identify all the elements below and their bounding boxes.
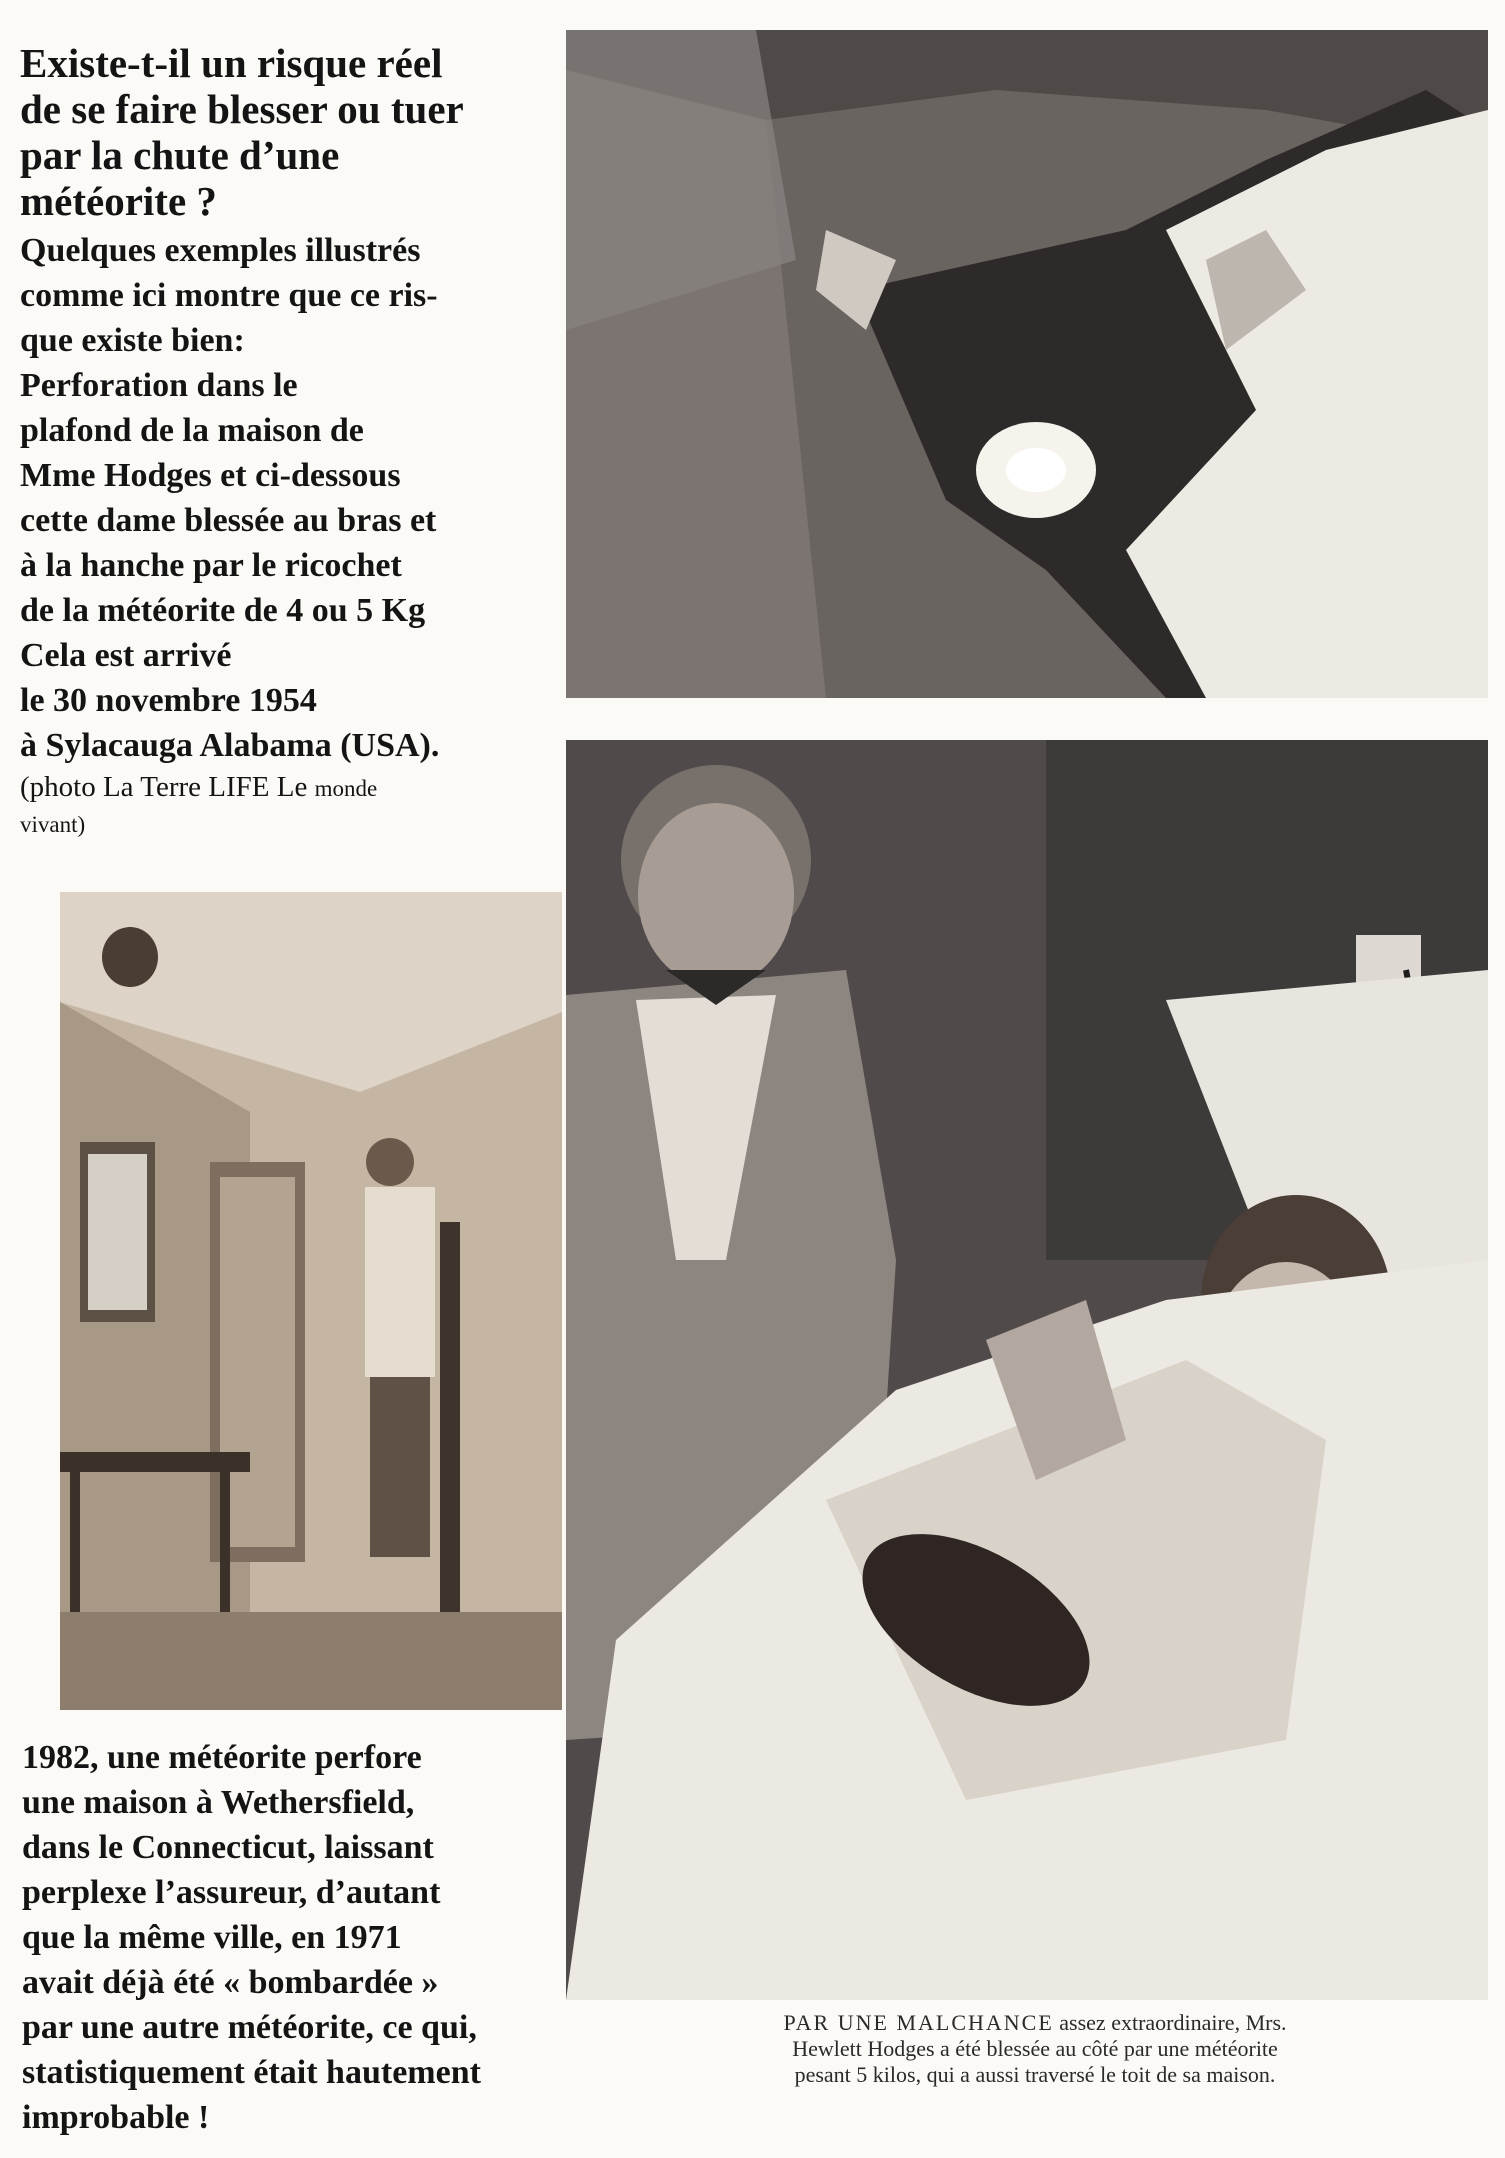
title-line: par la chute d’une (20, 132, 340, 178)
credit-end: vivant) (20, 812, 86, 837)
caption-line: pesant 5 kilos, qui a aussi traversé le toit de sa maison. (794, 2062, 1276, 2087)
ceiling-hole-photo (566, 30, 1488, 698)
photo-credit (20, 770, 565, 842)
body-line: Quelques exemples illustrés (20, 232, 421, 269)
wethersfield-text (22, 1735, 562, 2140)
body-line: Mme Hodges et ci-dessous (20, 457, 401, 494)
body-line: à la hanche par le ricochet (20, 547, 402, 584)
text-line: 1982, une météorite perfore (22, 1739, 422, 1776)
body-line: Perforation dans le (20, 367, 298, 404)
body-line: plafond de la maison de (20, 412, 364, 449)
page-title (20, 40, 565, 224)
caption-line: Hewlett Hodges a été blessée au côté par une météorite (792, 2036, 1278, 2061)
text-line: avait déjà été « bombardée » (22, 1964, 439, 2001)
hodges-injury-photo (566, 740, 1488, 2000)
body-line: cette dame blessée au bras et (20, 502, 437, 539)
caption-line1-rest: assez extraordinaire, Mrs. (1053, 2010, 1287, 2035)
body-line: Cela est arrivé (20, 637, 232, 674)
text-line: perplexe l’assureur, d’autant (22, 1874, 441, 1911)
body-line: à Sylacauga Alabama (USA). (20, 727, 440, 764)
intro-body (20, 228, 565, 768)
text-line: que la même ville, en 1971 (22, 1919, 402, 1956)
title-line: Existe-t-il un risque réel (20, 40, 443, 86)
intro-text (20, 40, 565, 842)
caption-lead: PAR UNE MALCHANCE (783, 2010, 1054, 2035)
body-line: comme ici montre que ce ris- (20, 277, 438, 314)
credit-main: (photo La Terre LIFE Le (20, 771, 315, 803)
body-line: de la météorite de 4 ou 5 Kg (20, 592, 426, 629)
title-line: météorite ? (20, 178, 217, 224)
text-line: une maison à Wethersfield, (22, 1784, 415, 1821)
photo-caption (575, 2010, 1495, 2088)
text-line: dans le Connecticut, laissant (22, 1829, 434, 1866)
title-line: de se faire blesser ou tuer (20, 86, 464, 132)
body-line: le 30 novembre 1954 (20, 682, 317, 719)
text-line: statistiquement était hautement (22, 2054, 481, 2091)
body-line: que existe bien: (20, 322, 245, 359)
text-line: par une autre météorite, ce qui, (22, 2009, 477, 2046)
hallway-photo (60, 892, 562, 1710)
credit-small: monde (314, 776, 378, 801)
text-line: improbable ! (22, 2099, 210, 2136)
